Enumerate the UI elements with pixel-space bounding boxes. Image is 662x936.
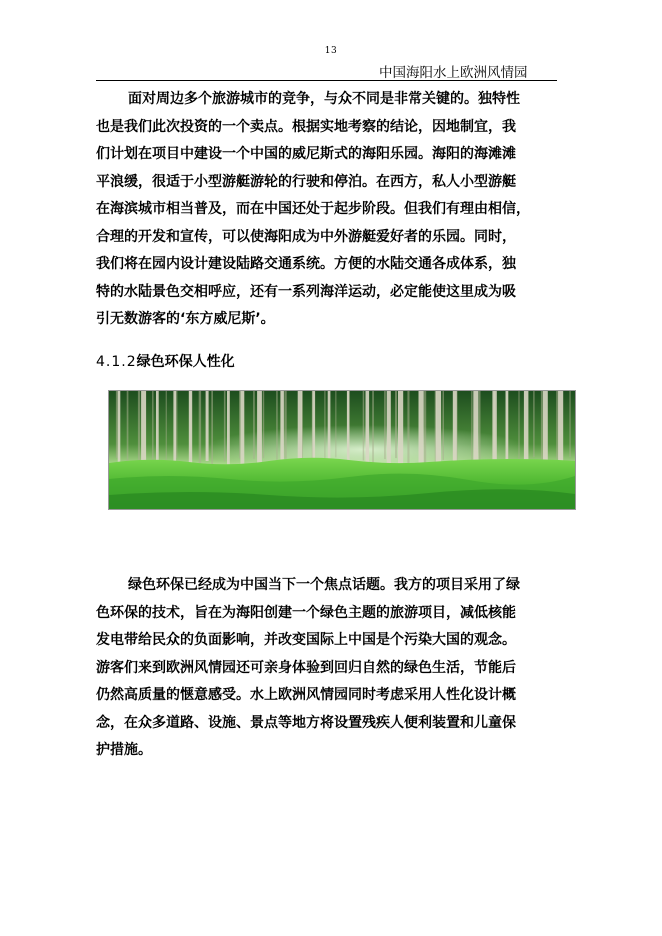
text-line: 念，在众多道路、设施、景点等地方将设置残疾人便利装置和儿童保 — [96, 714, 516, 731]
tree-trunk-far — [152, 391, 153, 463]
forest-photo — [108, 390, 576, 510]
tree-trunk-far — [211, 391, 213, 465]
tree-trunk-far — [284, 391, 286, 459]
tree-trunk-far — [372, 391, 374, 464]
tree-trunk — [453, 391, 457, 471]
section-heading — [96, 351, 235, 371]
tree-trunk-far — [518, 391, 519, 463]
text-line: 我们将在园内设计建设陆路交通系统。方便的水陆交通各成体系，独 — [96, 256, 516, 272]
tree-trunk — [189, 391, 192, 472]
text-line: 也是我们此次投资的一个卖点。根据实地考察的结论，因地制宜，我 — [96, 118, 516, 135]
tree-trunk-far — [407, 391, 409, 464]
tree-trunk-far — [138, 391, 140, 462]
tree-trunk-far — [127, 391, 129, 461]
tree-trunk — [227, 391, 230, 467]
tree-trunk — [156, 391, 159, 465]
tree-trunk — [524, 391, 529, 467]
tree-trunk-far — [263, 391, 265, 458]
tree-trunk-far — [166, 391, 167, 461]
text-line: 引无数游客的‘东方威尼斯’。 — [96, 311, 275, 327]
tree-trunk-far — [324, 391, 325, 459]
tree-trunk-far — [276, 391, 278, 460]
tree-trunk-far — [116, 391, 118, 458]
tree-trunk-far — [533, 391, 534, 457]
tree-trunk — [366, 391, 370, 469]
tree-trunk — [206, 391, 209, 461]
text-line: 护措施。 — [96, 742, 152, 758]
header-rule — [96, 80, 557, 81]
tree-trunk — [347, 391, 350, 469]
text-line: 们计划在项目中建设一个中国的威尼斯式的海阳乐园。海阳的海滩滩 — [96, 146, 516, 162]
tree-trunk — [387, 391, 391, 467]
text-line: 特的水陆景色交相呼应，还有一系列海洋运动，必定能使这里成为吸 — [96, 283, 516, 300]
text-line: 绿色环保已经成为中国当下一个焦点话题。我方的项目采用了绿 — [128, 577, 520, 593]
tree-trunk — [118, 391, 121, 469]
paragraph-green — [96, 572, 576, 765]
tree-trunk-far — [395, 391, 397, 458]
text-line: 平浪缓，很适于小型游艇游轮的行驶和停泊。在西方，私人小型游艇 — [96, 173, 516, 190]
tree-trunk-far — [541, 391, 543, 463]
page-number: 13 — [324, 46, 338, 56]
text-line: 仍然高质量的惬意感受。水上欧洲风情园同时考虑采用人性化设计概 — [96, 687, 516, 703]
tree-trunk-far — [384, 391, 386, 459]
text-line: 合理的开发和宣传，可以使海阳成为中外游艇爱好者的乐园。同时， — [96, 228, 516, 245]
text-line: 面对周边多个旅游城市的竞争，与众不同是非常关键的。独特性 — [128, 91, 520, 107]
tree-trunk-far — [569, 391, 570, 457]
header-title: 中国海阳水上欧洲风情园 — [379, 65, 528, 81]
tree-trunk-far — [224, 391, 226, 461]
tree-trunk — [240, 391, 244, 467]
tree-trunk — [257, 391, 262, 467]
text-line: 游客们来到欧洲风情园还可亲身体验到回归自然的绿色生活，节能后 — [96, 659, 516, 676]
section-title: 绿色环保人性化 — [136, 354, 235, 370]
tree-trunk-far — [253, 391, 255, 459]
tree-trunk — [419, 391, 424, 471]
paragraph-intro — [96, 86, 576, 334]
section-number: 4.1.2 — [96, 354, 137, 370]
text-line: 在海滨城市相当普及，而在中国还处于起步阶段。但我们有理由相信， — [96, 201, 530, 217]
tree-trunk-far — [199, 391, 201, 465]
text-line: 色环保的技术，旨在为海阳创建一个绿色主题的旅游项目，减低核能 — [96, 604, 516, 621]
tree-trunk — [398, 391, 403, 470]
tree-trunk — [436, 391, 441, 473]
tree-trunk-far — [363, 391, 365, 461]
text-line: 发电带给民众的负面影响，并改变国际上中国是个污染大国的观念。 — [96, 632, 516, 648]
tree-trunk — [141, 391, 146, 463]
tree-trunk — [328, 391, 331, 464]
forest-illustration — [109, 391, 575, 509]
tree-trunk-far — [239, 391, 240, 458]
tree-trunk-far — [443, 391, 445, 460]
tree-trunk-far — [335, 391, 336, 457]
tree-trunk — [473, 391, 478, 469]
tree-trunk — [558, 391, 563, 471]
tree-trunk — [298, 391, 302, 465]
tree-trunk-far — [471, 391, 472, 465]
tree-trunk-far — [424, 391, 426, 464]
tree-trunk — [543, 391, 548, 468]
tree-trunk — [173, 391, 176, 466]
tree-trunk-far — [479, 391, 481, 462]
